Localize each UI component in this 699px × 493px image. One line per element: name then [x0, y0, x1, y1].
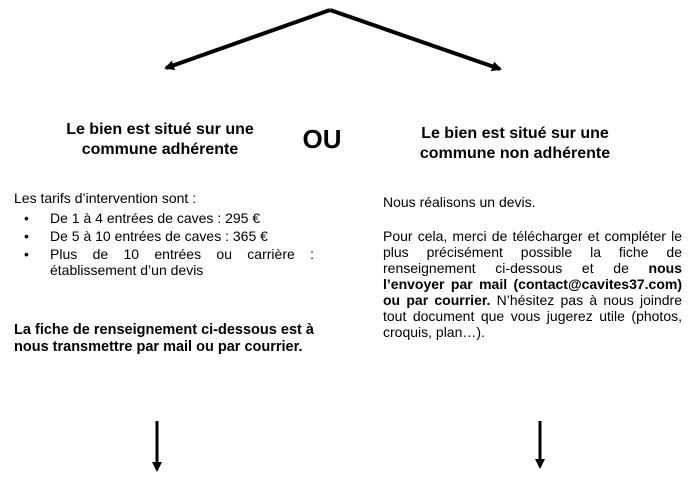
bullet-icon: • [24, 228, 29, 244]
arrow-to-right-branch [330, 10, 500, 69]
bullet-icon: • [24, 210, 29, 226]
or-separator: OU [302, 124, 342, 154]
left-tariffs-block [14, 190, 314, 280]
tariff-item: • De 5 à 10 entrées de caves : 365 € [24, 228, 268, 244]
quote-instructions: Pour cela, merci de télécharger et compléter le plus précisément possible la fiche de renseignement ci-dessous et de nous l’envoyer par mail (contact@cavites37.com) ou par courrier. N’hésitez pas à nous joindre tout document que vous jugerez utile (photos, croquis, plan…). [383, 228, 682, 340]
right-title-line1: Le bien est situé sur une [421, 125, 609, 142]
right-quote-block [383, 194, 682, 340]
tariffs-intro: Les tarifs d’intervention sont : [14, 190, 197, 206]
arrow-to-left-branch [166, 10, 330, 68]
left-title-line2: commune adhérente [81, 141, 239, 158]
right-title-line2: commune non adhérente [419, 145, 611, 162]
left-branch-title [20, 120, 300, 160]
tariff-item: • Plus de 10 entrées ou carrière : établissement d’un devis [24, 246, 314, 278]
quote-intro: Nous réalisons un devis. [383, 194, 536, 210]
bullet-icon: • [24, 246, 29, 262]
send-instructions-bold: nous l’envoyer par mail (contact@cavites37.com) ou par courrier. [383, 260, 682, 308]
left-title-line1: Le bien est situé sur une [66, 121, 254, 138]
tariff-item: • De 1 à 4 entrées de caves : 295 € [24, 210, 261, 226]
right-branch-title [375, 124, 655, 164]
tariffs-list [14, 210, 314, 278]
left-form-note: La fiche de renseignement ci-dessous est à nous transmettre par mail ou par courrier. [14, 322, 314, 355]
